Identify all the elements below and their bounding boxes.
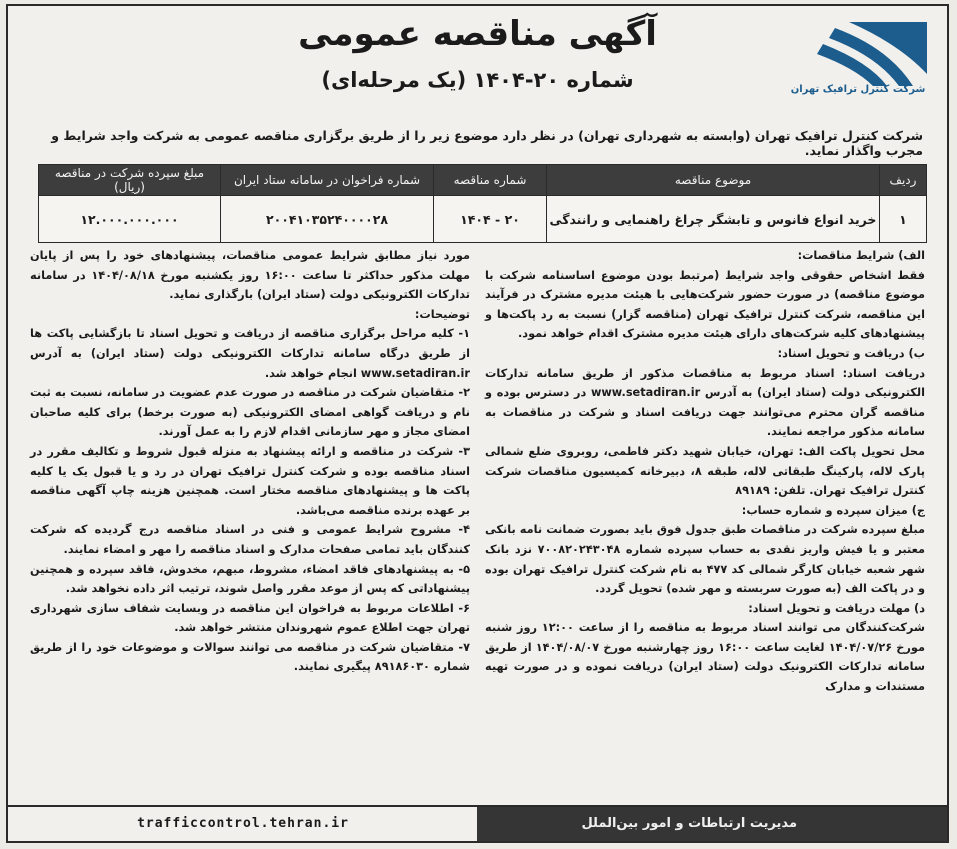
logo-caption: شرکت کنترل ترافیک تهران [790, 84, 926, 95]
table-cell: ۱۲.۰۰۰.۰۰۰.۰۰۰ [39, 196, 221, 243]
section-heading: الف) شرایط مناقصات: [797, 249, 925, 262]
notice-frame [6, 4, 949, 843]
paragraph: محل تحویل پاکت الف: تهران، خیابان شهید دکتر فاطمی، روبروی ضلع شمالی پارک لاله، پارکینگ طبقاتی لاله، طبقه ۸، دبیرخانه کمیسیون مناقصات شرکت کنترل ترافیک تهران. تلفن: ۸۹۱۸۹ [485, 444, 925, 498]
table-cell: ۲۰ - ۱۴۰۴ [434, 196, 547, 243]
list-item: ۱- کلیه مراحل برگزاری مناقصه از دریافت و تحویل اسناد تا بازگشایی پاکت ها از طریق درگاه سامانه تدارکات الکترونیکی دولت (ستاد ایران) به آدرس www.setadiran.ir انجام خواهد شد. [30, 327, 470, 380]
intro-text: شرکت کنترل ترافیک تهران (وابسته به شهرداری تهران) در نظر دارد موضوع زیر را از طریق برگزاری مناقصه عمومی به شرکت واجد شرایط و مجرب واگذار نماید. [51, 128, 923, 158]
footer-website: trafficcontrol.tehran.ir [137, 816, 349, 831]
list-item: ۲- متقاضیان شرکت در مناقصه در صورت عدم عضویت در سامانه، نسبت به ثبت نام و دریافت گواهی امضای الکترونیکی (به صورت برخط) برای کلیه صاحبان امضای مجاز و مهر سازمانی اقدام لازم را به عمل آورند. [30, 386, 470, 439]
section-heading: توضیحات: [414, 307, 470, 321]
notice-body [30, 246, 925, 806]
footer-department: مدیریت ارتباطات و امور بین‌الملل [477, 807, 947, 841]
notice-title: آگهی مناقصه عمومی [298, 14, 657, 54]
section-heading: ج) میزان سپرده و شماره حساب: [741, 503, 925, 517]
table-header: شماره فراخوان در سامانه ستاد ایران [221, 165, 434, 196]
list-item: ۴- مشروح شرایط عمومی و فنی در اسناد مناقصه درج گردیده که شرکت کنندگان باید تمامی صفحات مدارک و اسناد مناقصه را مهر و امضاء نمایند. [30, 523, 470, 556]
right-column [485, 246, 925, 697]
notice-header [8, 6, 947, 124]
paragraph: مبلغ سپرده شرکت در مناقصات طبق جدول فوق باید بصورت ضمانت نامه بانکی معتبر و یا فیش واریز نقدی به حساب سپرده شماره ۷۰۰۸۲۰۲۴۳۰۴۸ نزد بانک شهر شعبه خیابان کارگر شمالی کد ۴۷۷ به نام شرکت کنترل ترافیک تهران بوده و در پاکت الف (به صورت سربسته و مهر شده) تحویل گردد. [485, 523, 925, 596]
table-cell: ۲۰۰۴۱۰۳۵۲۴۰۰۰۰۲۸ [221, 196, 434, 243]
table-header: مبلغ سپرده شرکت در مناقصه (ریال) [39, 165, 221, 196]
section-heading: ب) دریافت و تحویل اسناد: [777, 346, 925, 360]
table-header: موضوع مناقصه [547, 165, 880, 196]
table-header: شماره مناقصه [434, 165, 547, 196]
paragraph: مورد نیاز مطابق شرایط عمومی مناقصات، پیشنهادهای خود را پس از پایان مهلت مذکور حداکثر تا ساعت ۱۶:۰۰ روز یکشنبه مورخ ۱۴۰۴/۰۸/۱۸ در سامانه تدارکات الکترونیکی دولت (ستاد ایران) بارگذاری نماید. [30, 249, 470, 302]
table-header: ردیف [880, 165, 927, 196]
table-cell: ۱ [880, 196, 927, 243]
notice-subtitle: شماره ۲۰-۱۴۰۴ (یک مرحله‌ای) [321, 68, 634, 92]
list-item: ۳- شرکت در مناقصه و ارائه پیشنهاد به منزله قبول شروط و تکالیف مقرر در اسناد مناقصه بوده و شرکت کنترل ترافیک تهران در رد و یا قبول یک یا کلیه پاکت ها و پیشنهادهای مناقصه مختار است. همچنین هزینه چاپ آگهی مناقصه بر عهده برنده مناقصه می‌باشد. [30, 444, 470, 517]
table-header-row [39, 165, 927, 196]
list-item: ۶- اطلاعات مربوط به فراخوان این مناقصه در وبسایت شفاف سازی شهرداری تهران جهت اطلاع عموم شهروندان منتشر خواهد شد. [30, 601, 470, 635]
left-column [30, 246, 470, 677]
paragraph: فقط اشخاص حقوقی واجد شرایط (مرتبط بودن موضوع اساسنامه شرکت با موضوع مناقصه) در صورت حضور شرکت‌هایی با هیئت مدیره مشترک در فرآیند این مناقصه، شرکت کنترل ترافیک تهران (مناقصه گزار) نسبت به رد پاکت‌ها و پیشنهادهای کلیه شرکت‌های دارای هیئت مدیره مشترک اقدام خواهد نمود. [485, 268, 925, 341]
list-item: ۷- متقاضیان شرکت در مناقصه می توانند سوالات و موضوعات خود را از طریق شماره ۸۹۱۸۶۰۳۰ پیگیری نمایند. [30, 640, 470, 674]
table-cell: خرید انواع فانوس و تابشگر چراغ راهنمایی و رانندگی [547, 196, 880, 243]
paragraph: دریافت اسناد: اسناد مربوط به مناقصات مذکور از طریق سامانه تدارکات الکترونیکی دولت (ستاد ایران) به آدرس www.setadiran.ir در دسترس بوده و مناقصه گران محترم می‌توانند جهت دریافت اسناد و شرکت در مناقصات به سامانه مذکور مراجعه نمایند. [485, 366, 925, 439]
paragraph: شرکت‌کنندگان می توانند اسناد مربوط به مناقصه را از ساعت ۱۲:۰۰ روز شنبه مورخ ۱۴۰۴/۰۷/۲۶ لغایت ساعت ۱۶:۰۰ روز چهارشنبه مورخ ۱۴۰۴/۰۸/۰۷ از طریق سامانه تدارکات الکترونیک دولت (ستاد ایران) دریافت نموده و در صورت تهیه مستندات و مدارک [485, 621, 926, 694]
section-heading: د) مهلت دریافت و تحویل اسناد: [748, 601, 925, 615]
notice-footer [8, 805, 947, 841]
list-item: ۵- به پیشنهادهای فاقد امضاء، مشروط، مبهم، مخدوش، فاقد سپرده و همچنین پیشنهاداتی که پس از موعد مقرر واصل شوند، ترتیب اثر داده نخواهد شد. [30, 562, 470, 596]
table-row [39, 196, 927, 243]
company-logo-icon [789, 14, 929, 110]
tender-table [38, 164, 927, 243]
